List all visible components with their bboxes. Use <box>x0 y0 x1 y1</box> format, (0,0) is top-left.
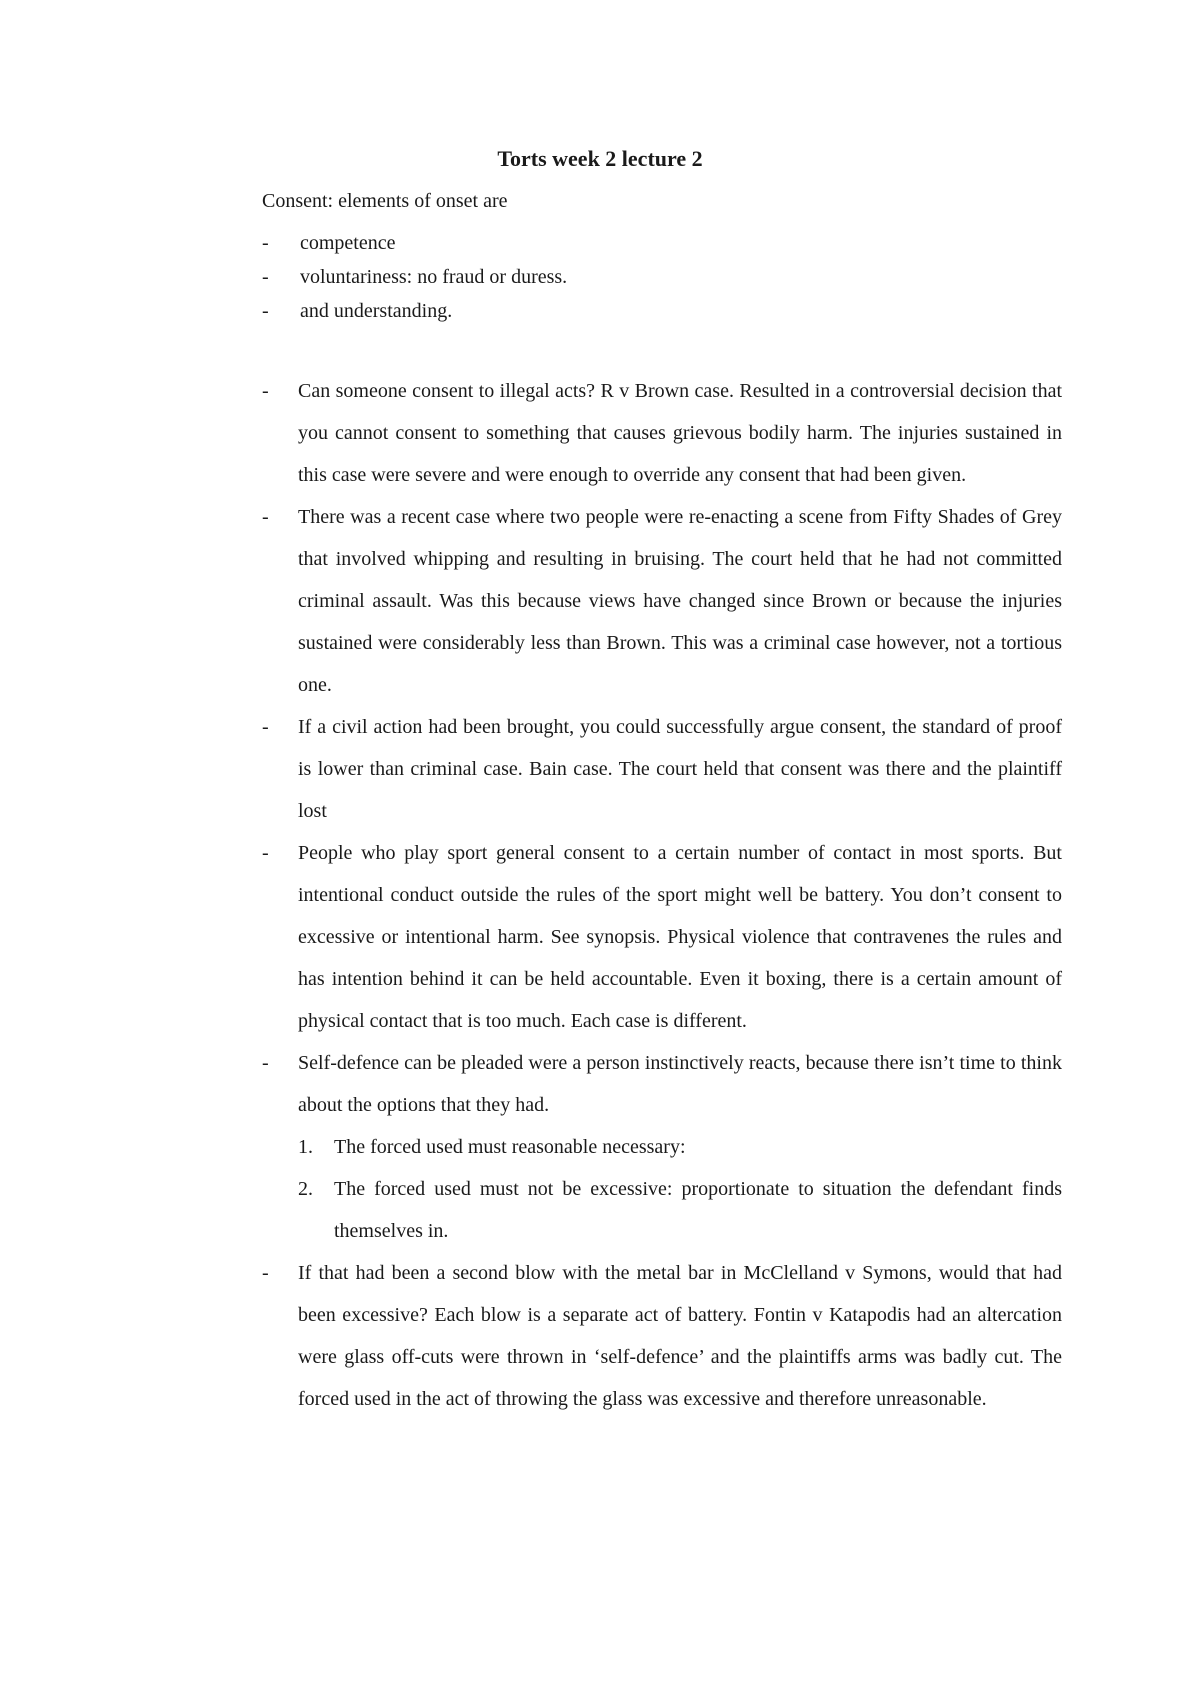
dash-marker: - <box>262 266 269 288</box>
list-item <box>262 1042 1062 1252</box>
list-item <box>262 1252 1062 1420</box>
list-item-text: voluntariness: no fraud or duress. <box>300 266 568 288</box>
numbered-item-text: The forced used must not be excessive: proportionate to situation the defendant finds themselves in. <box>334 1178 1062 1242</box>
consent-elements-list <box>262 230 1062 332</box>
dash-marker: - <box>262 716 269 738</box>
dash-marker: - <box>262 842 269 864</box>
list-item <box>262 496 1062 706</box>
numbered-item-text: The forced used must reasonable necessary: <box>334 1136 686 1158</box>
self-defence-requirements-list <box>298 1126 1062 1252</box>
point-text: Self-defence can be pleaded were a person instinctively reacts, because there isn’t time to think about the options that they had. <box>298 1052 1062 1116</box>
point-text: There was a recent case where two people were re-enacting a scene from Fifty Shades of Grey that involved whipping and resulting in bruising. The court held that he had not committed criminal assault. Was this because views have changed since Brown or because the injuries sustained were considerably less than Brown. This was a criminal case however, not a tortious one. <box>298 506 1062 696</box>
list-item <box>262 370 1062 496</box>
numbered-item <box>298 1168 1062 1252</box>
point-text: Can someone consent to illegal acts? R v Brown case. Resulted in a controversial decision that you cannot consent to something that causes grievous bodily harm. The injuries sustained in this case were severe and were enough to override any consent that had been given. <box>298 380 1062 486</box>
list-item <box>262 230 1062 264</box>
list-item <box>262 264 1062 298</box>
intro-text: Consent: elements of onset are <box>262 190 508 212</box>
list-item-text: and understanding. <box>300 300 453 322</box>
list-item <box>262 706 1062 832</box>
dash-marker: - <box>262 232 269 254</box>
lecture-points-list <box>262 370 1062 1420</box>
dash-marker: - <box>262 1262 269 1284</box>
page-title: Torts week 2 lecture 2 <box>497 146 703 171</box>
point-text: If a civil action had been brought, you could successfully argue consent, the standard of proof is lower than criminal case. Bain case. The court held that consent was there and the plaintiff lost <box>298 716 1062 822</box>
item-number: 1. <box>298 1136 313 1158</box>
point-text: People who play sport general consent to a certain number of contact in most sports. But intentional conduct outside the rules of the sport might well be battery. You don’t consent to excessive or intentional harm. See synopsis. Physical violence that contravenes the rules and has intention behind it can be held accountable. Even it boxing, there is a certain amount of physical contact that is too much. Each case is different. <box>298 842 1062 1032</box>
numbered-item <box>298 1126 1062 1168</box>
item-number: 2. <box>298 1178 313 1200</box>
list-item <box>262 832 1062 1042</box>
dash-marker: - <box>262 300 269 322</box>
dash-marker: - <box>262 506 269 528</box>
dash-marker: - <box>262 1052 269 1074</box>
list-item-text: competence <box>300 232 396 254</box>
dash-marker: - <box>262 380 269 402</box>
point-text: If that had been a second blow with the metal bar in McClelland v Symons, would that had been excessive? Each blow is a separate act of battery. Fontin v Katapodis had an altercation were glass off-cuts were thrown in ‘self-defence’ and the plaintiffs arms was badly cut. The forced used in the act of throwing the glass was excessive and therefore unreasonable. <box>298 1262 1062 1410</box>
list-item <box>262 298 1062 332</box>
